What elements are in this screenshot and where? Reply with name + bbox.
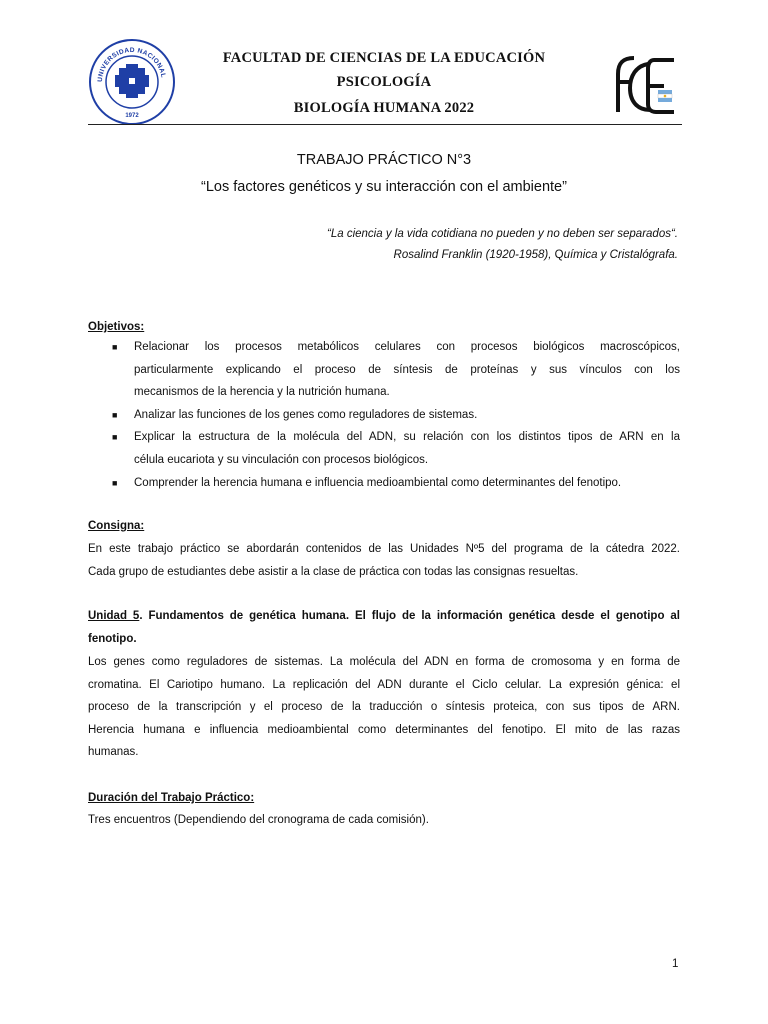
unit-contents-line: Los genes como reguladores de sistemas. La molécula del ADN en forma de cromosoma y en forma de: [88, 656, 680, 668]
unit-label: Unidad 5: [88, 610, 140, 622]
faculty-name: FACULTAD DE CIENCIAS DE LA EDUCACIÓN: [222, 50, 546, 66]
epigraph-quote: “La ciencia y la vida cotidiana no pueden y no deben ser separados“.: [327, 228, 678, 240]
unit-heading: [88, 605, 680, 650]
objective-line: célula eucariota y su vinculación con procesos biológicos.: [134, 453, 429, 466]
unit-contents-line: proceso de la transcripción y el proceso de la traducción o síntesis proteica, con sus tipos de ARN.: [88, 701, 680, 714]
objective-item: [88, 404, 680, 427]
instructions-line: En este trabajo práctico se abordarán contenidos de las Unidades Nº5 del programa de la cátedra 2022.: [88, 543, 680, 555]
objective-item: [88, 472, 680, 495]
objectives-heading: Objetivos:: [88, 321, 145, 333]
objectives-list: [88, 336, 680, 494]
duration-text: Tres encuentros (Dependiendo del cronograma de cada comisión).: [88, 814, 429, 826]
bullet-icon: ■: [112, 342, 118, 352]
seal-ring-text: UNIVERSIDAD NACIONAL: [96, 46, 167, 83]
objective-item: [88, 336, 680, 404]
page-number: 1: [672, 958, 679, 970]
document-title: TRABAJO PRÁCTICO N°3: [296, 152, 472, 168]
objective-line: mecanismos de la herencia y la nutrición humana.: [134, 386, 390, 399]
bullet-icon: ■: [112, 409, 118, 420]
instructions-heading: Consigna:: [88, 520, 145, 532]
unit-title: . Fundamentos de genética humana. El flujo de la información genética desde el genotipo al: [139, 610, 680, 622]
bullet-icon: ■: [112, 432, 118, 443]
epigraph-attribution: [394, 249, 678, 261]
instructions-line: Cada grupo de estudiantes debe asistir a la clase de práctica con todas las consignas resueltas.: [88, 565, 579, 578]
quote-role: uímica y Cristalógrafa.: [563, 249, 678, 261]
unit-contents: [88, 651, 680, 764]
career-name: PSICOLOGÍA: [336, 74, 432, 90]
quote-role-initial: Q: [554, 249, 564, 261]
flag-icon: [658, 90, 672, 102]
unit-title-continued: fenotipo.: [88, 632, 137, 645]
objective-item: [88, 426, 680, 471]
document-subtitle: “Los factores genéticos y su interacción con el ambiente”: [201, 179, 567, 195]
bullet-icon: ■: [112, 477, 118, 488]
header-divider: [88, 124, 682, 125]
objective-line: Relacionar los procesos metabólicos celulares con procesos biológicos macroscópicos,: [134, 341, 680, 353]
unit-contents-line: Herencia humana e influencia medioambiental como determinantes del fenotipo. El mito de las razas: [88, 723, 680, 736]
objective-line: particularmente explicando el proceso de síntesis de proteínas y sus vínculos con los: [134, 363, 680, 376]
duration-heading: Duración del Trabajo Práctico:: [88, 792, 255, 804]
unit-contents-line: humanas.: [88, 746, 139, 759]
objective-line: Explicar la estructura de la molécula del ADN, su relación con los distintos tipos de ARN en la: [134, 431, 680, 444]
objective-line: Analizar las funciones de los genes como reguladores de sistemas.: [134, 408, 478, 421]
seal-year: 1972: [125, 113, 139, 119]
objective-line: Comprender la herencia humana e influencia medioambiental como determinantes del fenotipo.: [134, 476, 622, 489]
course-name: BIOLOGÍA HUMANA 2022: [293, 100, 475, 116]
fce-logo: [612, 54, 678, 116]
quote-author: Rosalind Franklin (1920-1958),: [393, 249, 552, 261]
instructions-text: [88, 538, 680, 583]
unit-contents-line: cromatina. El Cariotipo humano. La replicación del ADN durante el Ciclo celular. La expresión génica: el: [88, 678, 680, 691]
